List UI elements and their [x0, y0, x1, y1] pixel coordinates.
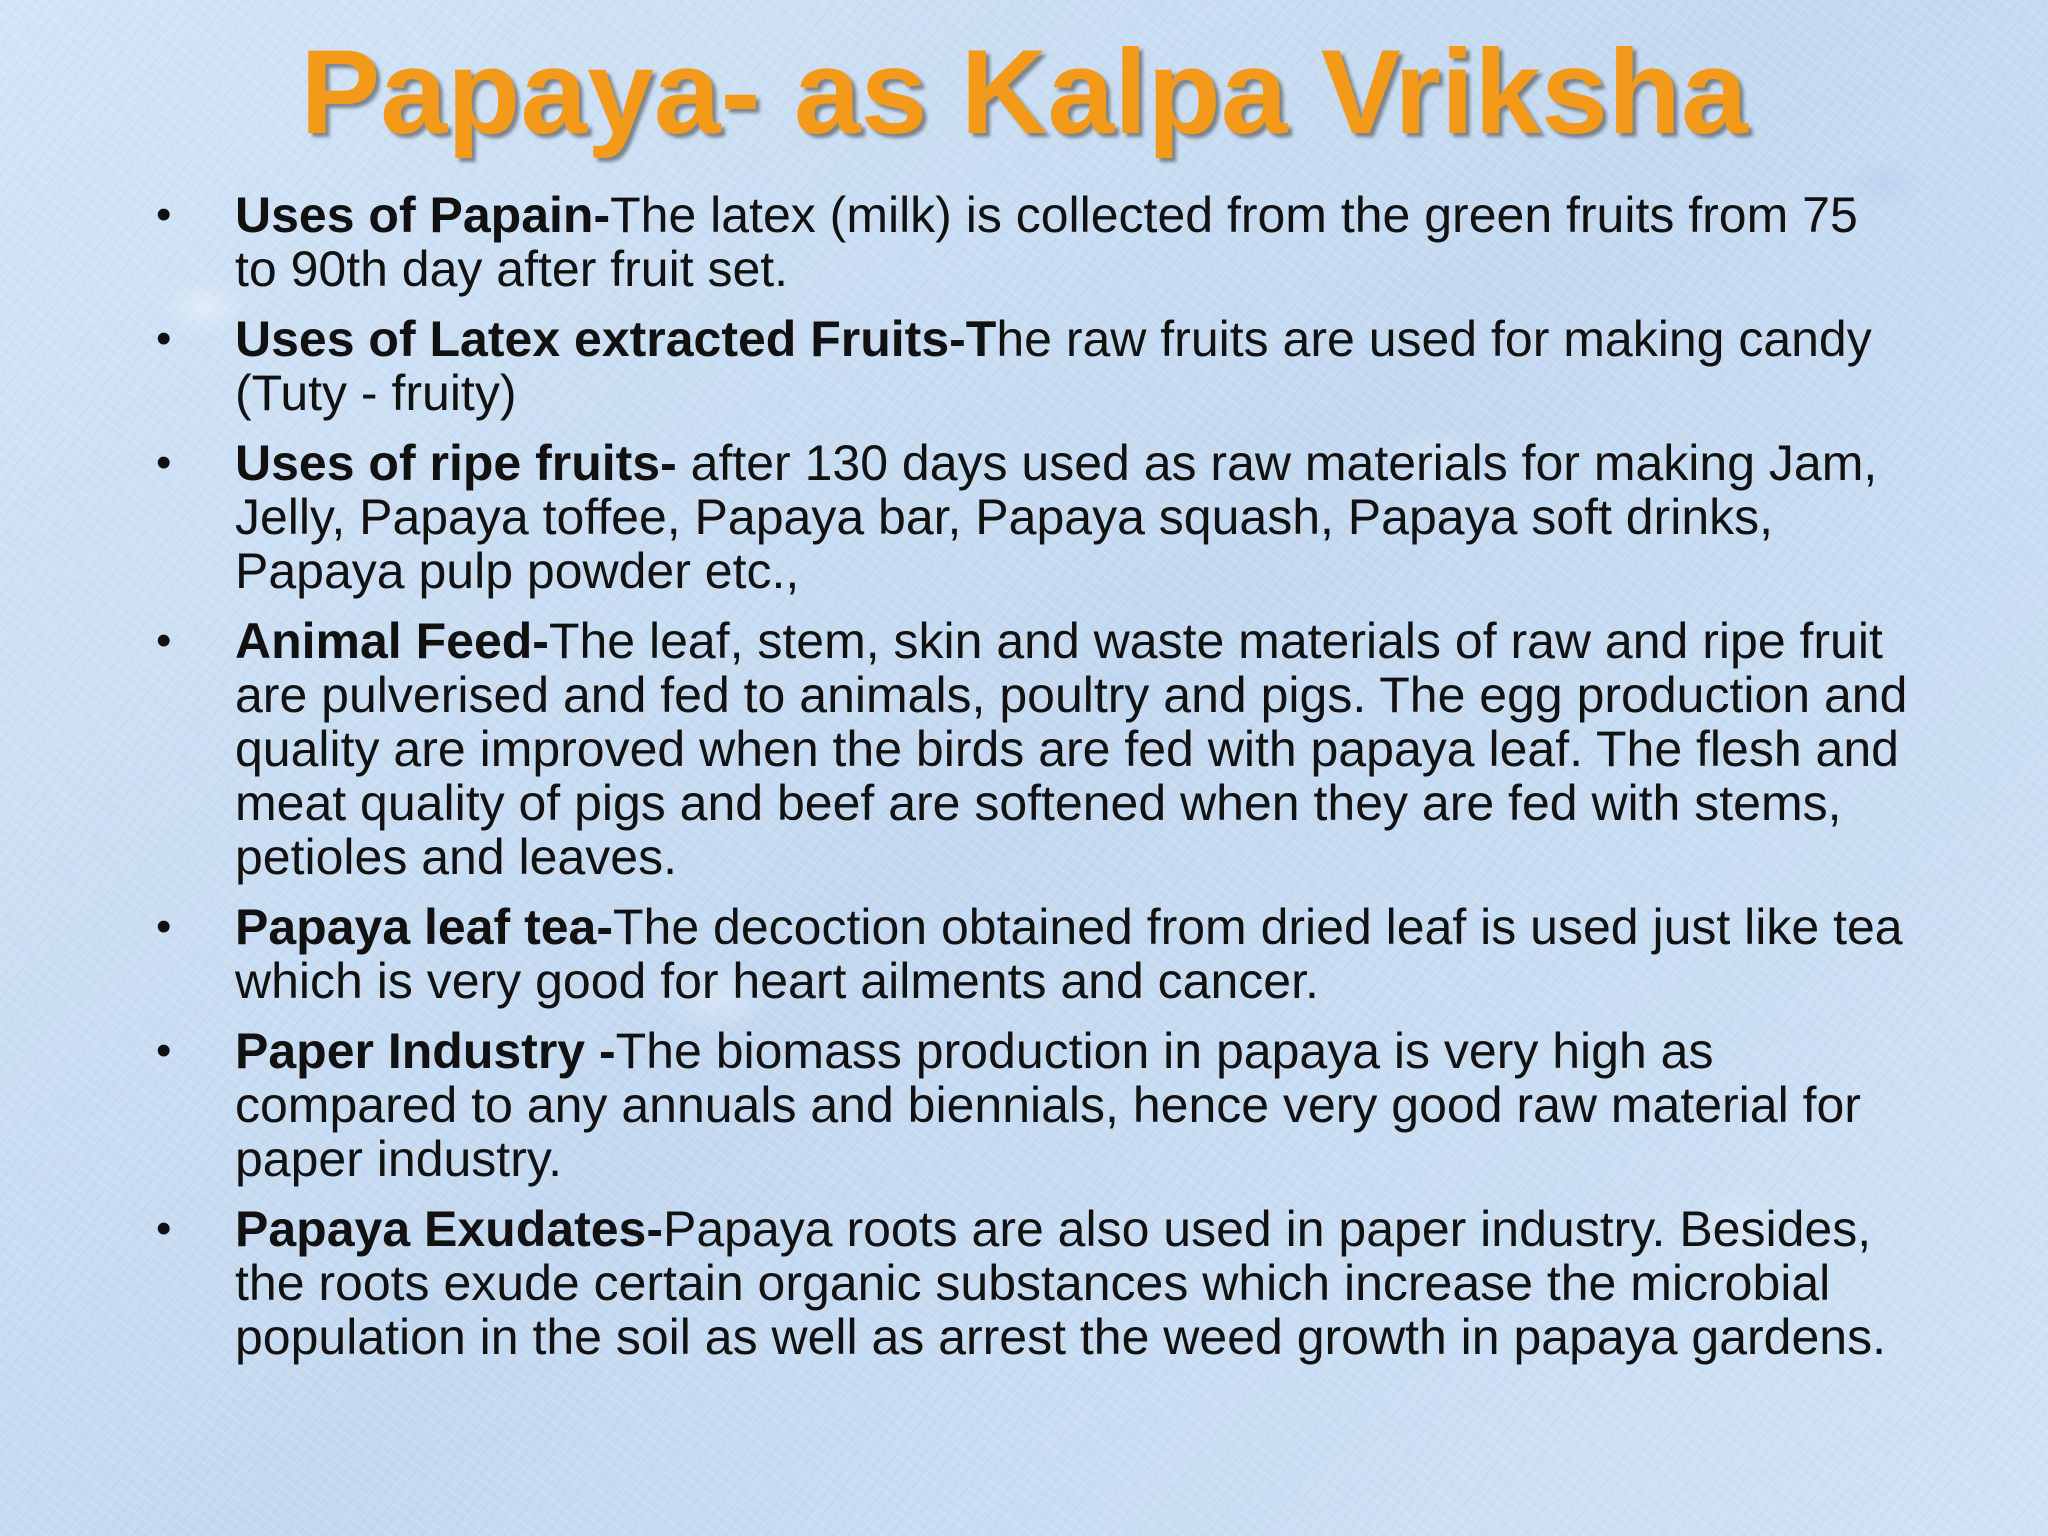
bullet-paper-industry — [150, 1024, 1910, 1186]
bullet-dot-icon: • — [156, 1204, 172, 1253]
bullet-dot-icon: • — [156, 190, 172, 239]
bullet-text: The decoction obtained from dried leaf is used just like tea which is very good for heart ailments and cancer. — [235, 899, 1903, 1009]
bullet-text: The leaf, stem, skin and waste materials of raw and ripe fruit are pulverised and fed to animals, poultry and pigs. The egg production and quality are improved when the birds are fed with papaya leaf. The flesh and meat quality of pigs and beef are softened when they are fed with stems, petioles and leaves. — [235, 613, 1908, 885]
bullet-heading: Papaya leaf tea- — [235, 899, 613, 955]
bullet-text: he raw fruits are used for making candy (Tuty - fruity) — [235, 311, 1872, 421]
bullet-ripe-fruits — [150, 436, 1910, 598]
bullet-text: The biomass production in papaya is very high as compared to any annuals and biennials, hence very good raw material for paper industry. — [235, 1023, 1861, 1187]
bullet-text: The latex (milk) is collected from the green fruits from 75 to 90th day after fruit set. — [235, 187, 1858, 297]
bullet-heading: Papaya Exudates- — [235, 1201, 663, 1257]
bullet-text: after 130 days used as raw materials for making Jam, Jelly, Papaya toffee, Papaya bar, Papaya squash, Papaya soft drinks, Papaya pulp powder etc., — [235, 435, 1878, 599]
bullet-heading: Uses of Papain- — [235, 187, 611, 243]
bullet-heading: Paper Industry - — [235, 1023, 616, 1079]
bullet-dot-icon: • — [156, 1026, 172, 1075]
bullet-dot-icon: • — [156, 616, 172, 665]
bullet-heading: Animal Feed- — [235, 613, 549, 669]
slide-title: Papaya- as Kalpa Vriksha — [300, 25, 1748, 159]
bullet-papain — [150, 188, 1910, 296]
bullet-animal-feed — [150, 614, 1910, 884]
bullet-dot-icon: • — [156, 314, 172, 363]
bullet-dot-icon: • — [156, 438, 172, 487]
bullet-heading: Uses of ripe fruits- — [235, 435, 677, 491]
bullet-heading: Uses of Latex extracted Fruits-T — [235, 311, 997, 367]
bullet-papaya-leaf-tea — [150, 900, 1910, 1008]
bullet-papaya-exudates — [150, 1202, 1910, 1364]
bullet-text: Papaya roots are also used in paper industry. Besides, the roots exude certain organic substances which increase the microbial population in the soil as well as arrest the weed growth in papaya gardens. — [235, 1201, 1887, 1365]
bullet-latex-extracted-fruits — [150, 312, 1910, 420]
bullet-list — [150, 188, 1910, 1380]
bullet-dot-icon: • — [156, 902, 172, 951]
